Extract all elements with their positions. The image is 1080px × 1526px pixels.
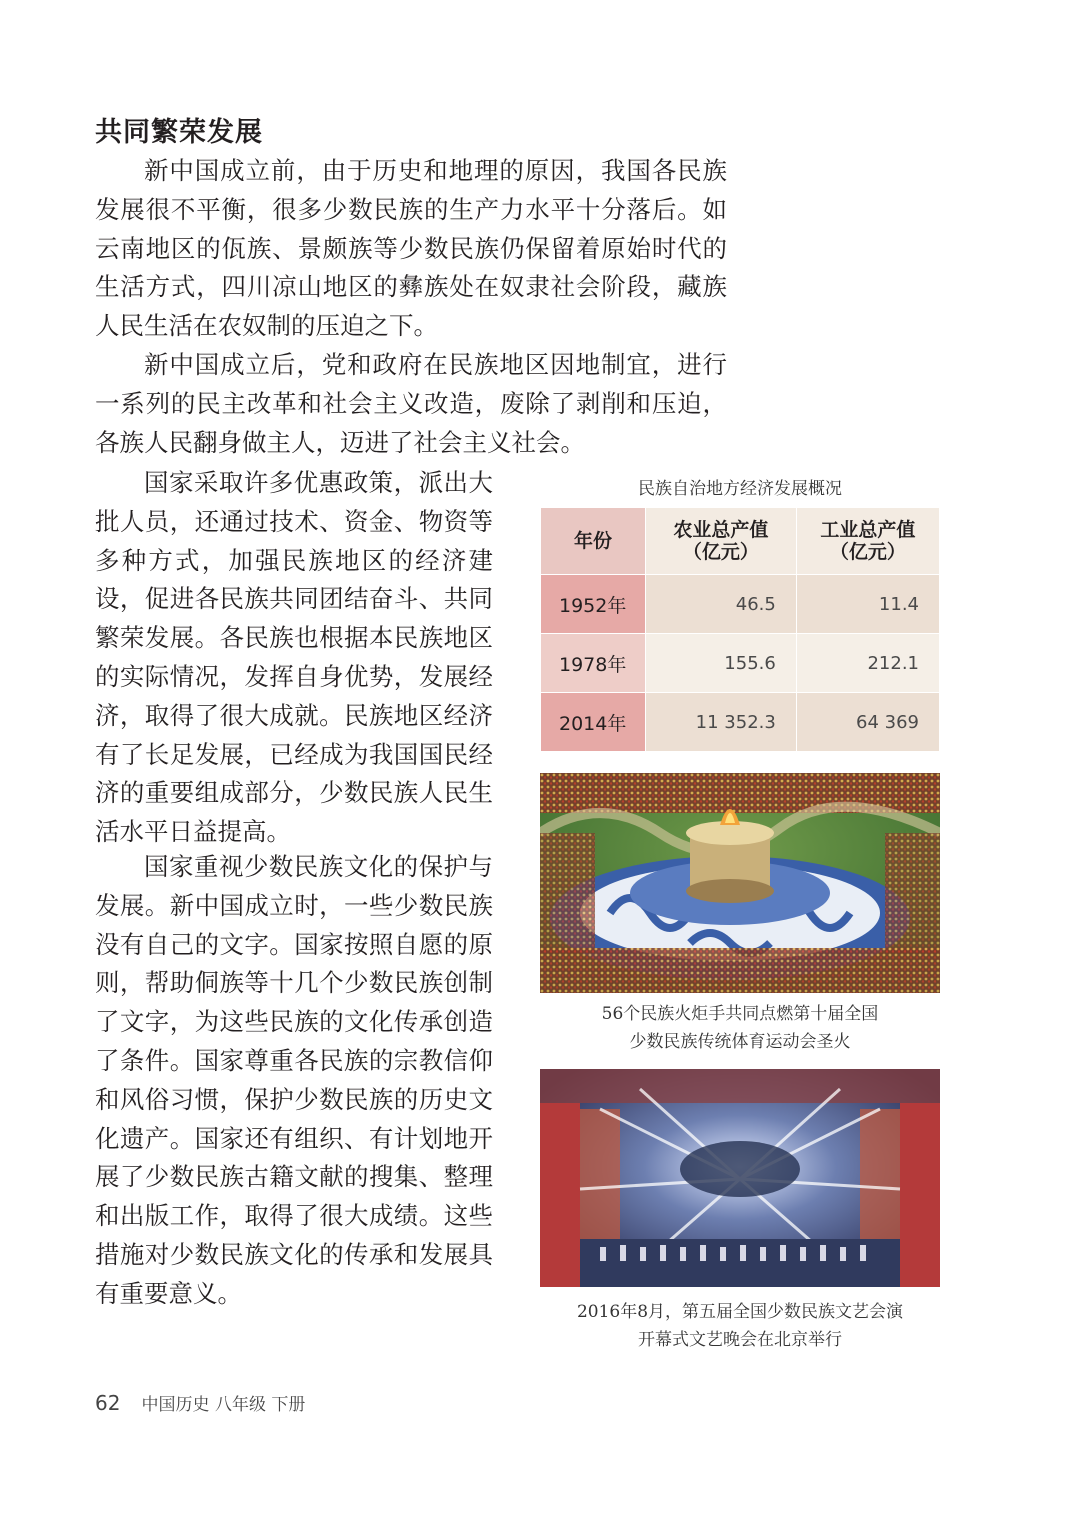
header-year: 年份 [541,508,646,575]
table-row [541,575,940,634]
photo1-caption [540,1000,940,1056]
header-agri-line1: 农业总产值 [673,519,769,541]
photo1-caption-line1: 56个民族火炬手共同点燃第十届全国 [601,1004,879,1024]
row-industry: 64 369 [796,693,939,752]
photo1-caption-line2: 少数民族传统体育运动会圣火 [629,1032,851,1052]
header-industry [796,508,939,575]
page-footer [95,1390,305,1415]
torch-ceremony-illustration [540,773,940,993]
row-year: 1952年 [541,575,646,634]
header-agri-line2: （亿元） [682,541,759,563]
economy-table [540,507,940,752]
row-industry: 212.1 [796,634,939,693]
paragraph-economy: 国家采取许多优惠政策，派出大批人员，还通过技术、资金、物资等多种方式，加强民族地区的经济建设，促进各民族共同团结奋斗、共同繁荣发展。各民族也根据本民族地区的实际情况，发挥自身优势，发展经济，取得了很大成就。民族地区经济有了长足发展，已经成为我国国民经济的重要组成部分，少数民族人民生活水平日益提高。 [95,468,493,847]
row-agri: 46.5 [646,575,797,634]
row-agri: 155.6 [646,634,797,693]
table-row [541,634,940,693]
table-row [541,693,940,752]
photo2-caption-line2: 开幕式文艺晚会在北京举行 [638,1330,842,1350]
header-industry-line1: 工业总产值 [820,519,916,541]
row-year: 1978年 [541,634,646,693]
paragraph-culture: 国家重视少数民族文化的保护与发展。新中国成立时，一些少数民族没有自己的文字。国家按照自愿的原则，帮助侗族等十几个少数民族创制了文字，为这些民族的文化传承创造了条件。国家尊重各民族的宗教信仰和风俗习惯，保护少数民族的历史文化遗产。国家还有组织、有计划地开展了少数民族古籍文献的搜集、整理和出版工作，取得了很大成绩。这些措施对少数民族文化的传承和发展具有重要意义。 [95,852,493,1308]
header-industry-line2: （亿元） [829,541,906,563]
page-number: 62 [95,1391,121,1415]
photo2-caption [540,1298,940,1354]
table-header-row [541,508,940,575]
paragraph-post-1949: 新中国成立后，党和政府在民族地区因地制宜，进行一系列的民主改革和社会主义改造，废除了剥削和压迫，各族人民翻身做主人，迈进了社会主义社会。 [95,350,727,457]
book-title: 中国历史 八年级 下册 [141,1395,306,1415]
row-industry: 11.4 [796,575,939,634]
stage-performance-illustration [540,1069,940,1287]
header-agri [646,508,797,575]
row-agri: 11 352.3 [646,693,797,752]
stage-performance-photo [540,1069,940,1287]
row-year: 2014年 [541,693,646,752]
torch-ceremony-photo [540,773,940,993]
table-title: 民族自治地方经济发展概况 [638,479,842,499]
section-heading: 共同繁荣发展 [95,117,263,148]
photo2-caption-line1: 2016年8月，第五届全国少数民族文艺会演 [576,1302,904,1322]
paragraph-pre-1949: 新中国成立前，由于历史和地理的原因，我国各民族发展很不平衡，很多少数民族的生产力水平十分落后。如云南地区的佤族、景颇族等少数民族仍保留着原始时代的生活方式，四川凉山地区的彝族处在奴隶社会阶段，藏族人民生活在农奴制的压迫之下。 [95,156,727,341]
